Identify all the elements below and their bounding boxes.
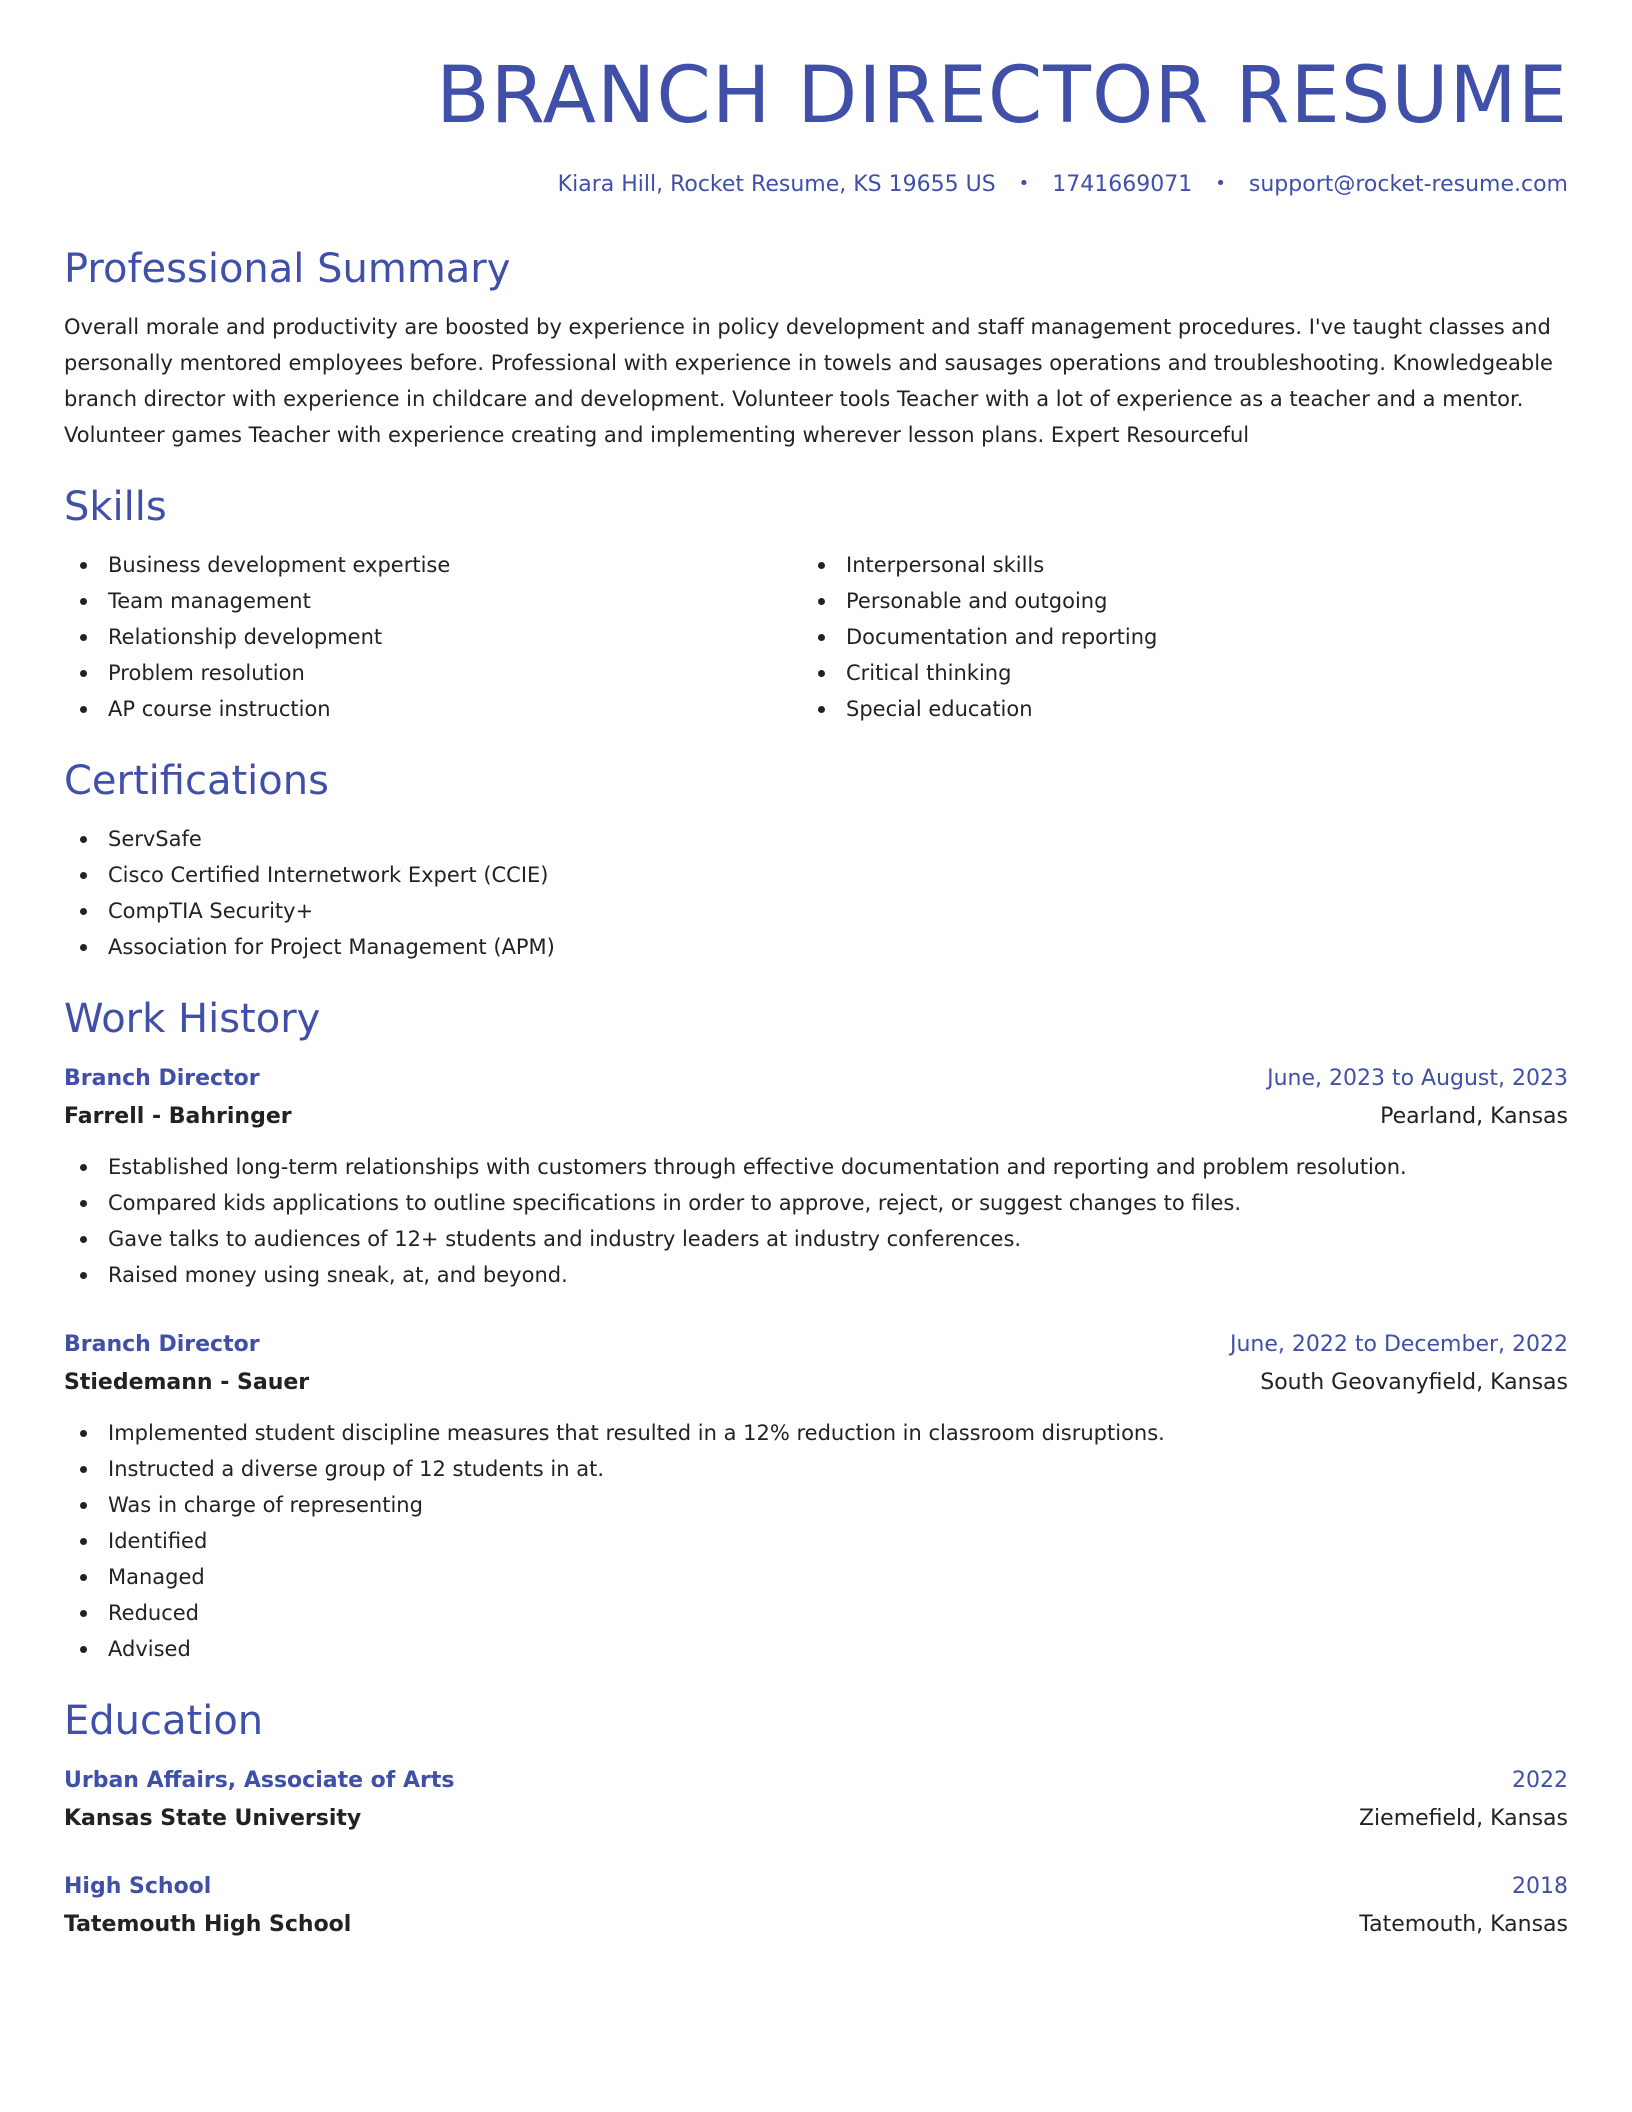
certification-item: CompTIA Security+ [64,893,1568,929]
education-degree-row [64,1763,1568,1799]
section-heading-skills: Skills [64,483,167,530]
education-section [64,1697,1568,1945]
education-year: 2018 [1512,1873,1568,1899]
skill-item: Problem resolution [64,655,802,691]
job-location: South Geovanyfield, Kansas [1260,1369,1568,1395]
skills-list-left [64,547,802,727]
contact-line [64,172,1568,197]
job-company: Farrell - Bahringer [64,1103,292,1129]
section-heading-education: Education [64,1697,264,1744]
education-location: Ziemefield, Kansas [1358,1805,1568,1831]
job-dates: June, 2022 to December, 2022 [1229,1331,1568,1357]
job-title-row [64,1327,1568,1363]
job-duties-list [64,1415,1568,1667]
job-duty-item: Gave talks to audiences of 12+ students and industry leaders at industry conferences. [64,1221,1568,1257]
certification-item: Association for Project Management (APM) [64,929,1568,965]
professional-summary-section [64,245,1568,453]
job-duty-item: Implemented student discipline measures that resulted in a 12% reduction in classroom disruptions. [64,1415,1568,1451]
skills-section [64,483,1568,727]
certification-item: Cisco Certified Internetwork Expert (CCIE) [64,857,1568,893]
job-company-row [64,1097,1568,1137]
section-heading-work-history: Work History [64,995,321,1042]
education-entry [64,1869,1568,1945]
job-duty-item: Raised money using sneak, at, and beyond. [64,1257,1568,1293]
education-school-row [64,1799,1568,1839]
skills-list-right [802,547,1540,727]
job-role: Branch Director [64,1331,260,1357]
contact-separator: • [1018,172,1030,194]
skill-item: Critical thinking [802,655,1540,691]
job-entry [64,1327,1568,1667]
education-degree: High School [64,1873,212,1899]
education-school-row [64,1905,1568,1945]
job-duty-item: Managed [64,1559,1568,1595]
education-degree-row [64,1869,1568,1905]
contact-separator: • [1215,172,1226,194]
education-degree: Urban Affairs, Associate of Arts [64,1767,455,1793]
skill-item: Personable and outgoing [802,583,1540,619]
certifications-list [64,821,1568,965]
job-title-row [64,1061,1568,1097]
education-school: Kansas State University [64,1805,362,1831]
job-duties-list [64,1149,1568,1293]
job-duty-item: Advised [64,1631,1568,1667]
work-history-section [64,995,1568,1667]
job-duty-item: Compared kids applications to outline specifications in order to approve, reject, or suggest changes to files. [64,1185,1568,1221]
contact-address: Kiara Hill, Rocket Resume, KS 19655 US [557,171,996,197]
education-year: 2022 [1512,1767,1568,1793]
job-duty-item: Established long-term relationships with customers through effective documentation and reporting and problem resolution. [64,1149,1568,1185]
job-duty-item: Reduced [64,1595,1568,1631]
skill-item: Special education [802,691,1540,727]
skill-item: Interpersonal skills [802,547,1540,583]
skill-item: Relationship development [64,619,802,655]
job-company: Stiedemann - Sauer [64,1369,310,1395]
skills-column-left [64,547,802,727]
skills-grid [64,547,1568,727]
job-location: Pearland, Kansas [1380,1103,1568,1129]
contact-email: support@rocket-resume.com [1248,171,1568,197]
job-role: Branch Director [64,1065,260,1091]
education-school: Tatemouth High School [64,1911,352,1937]
education-entry [64,1763,1568,1839]
certification-item: ServSafe [64,821,1568,857]
skill-item: Business development expertise [64,547,802,583]
section-heading-certifications: Certifications [64,757,329,804]
summary-text: Overall morale and productivity are boosted by experience in policy development and staff management procedures. I've taught classes and personally mentored employees before. Professional with experience in towels and sausages operations and troubleshooting. Knowledgeable branch director with experience in childcare and development. Volunteer tools Teacher with a lot of experience as a teacher and a mentor. Volunteer games Teacher with experience creating and implementing wherever lesson plans. Expert Resourceful [64,314,1553,447]
job-duty-item: Was in charge of representing [64,1487,1568,1523]
resume-title: BRANCH DIRECTOR RESUME [436,51,1568,141]
contact-phone: 1741669071 [1052,171,1193,197]
education-location: Tatemouth, Kansas [1359,1911,1568,1937]
job-entry [64,1061,1568,1293]
skill-item: AP course instruction [64,691,802,727]
section-heading-summary: Professional Summary [64,245,511,292]
skills-column-right [802,547,1540,727]
certifications-section [64,757,1568,965]
job-duty-item: Instructed a diverse group of 12 students in at. [64,1451,1568,1487]
skill-item: Documentation and reporting [802,619,1540,655]
job-company-row [64,1363,1568,1403]
job-dates: June, 2023 to August, 2023 [1267,1065,1568,1091]
skill-item: Team management [64,583,802,619]
resume-header [64,51,1568,197]
job-duty-item: Identified [64,1523,1568,1559]
